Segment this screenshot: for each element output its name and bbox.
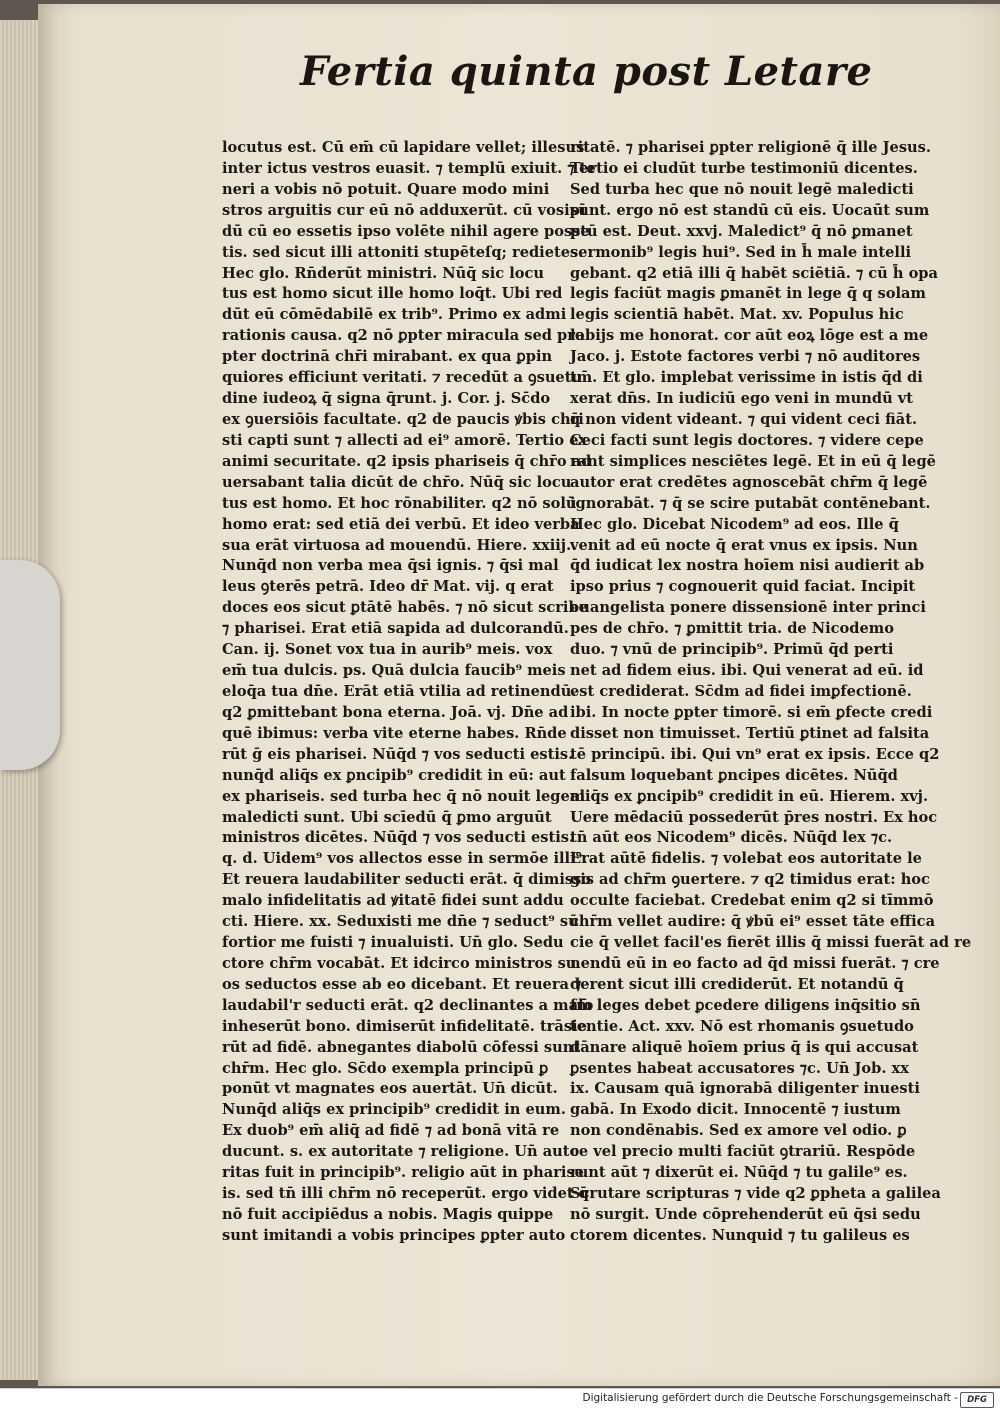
text-line: maledicti sunt. Ubi scīedū q̄ ꝑmo arguūt bbox=[222, 808, 552, 826]
text-line: Nunq̄d aliq̄s ex principib⁹ credidit in eum. bbox=[222, 1101, 566, 1119]
text-line: ꝑsentes habeat accusatores ⁊c. Un̄ Job. xx bbox=[570, 1059, 909, 1077]
text-line: Sed turba hec que nō nouit legē maledicti bbox=[570, 180, 914, 198]
text-line: xerat dn̄s. In iudiciū ego veni in mundū vt bbox=[570, 390, 914, 408]
text-line: rūt ad fidē. abnegantes diabolū cōfessi sunt bbox=[222, 1038, 581, 1056]
text-line: ignorabāt. ⁊ q̄ se scire putabāt contēnebant. bbox=[570, 494, 931, 512]
text-line: locutus est. Cū em̄ cū lapidare vellet; illesus bbox=[222, 139, 585, 156]
text-line: tis. sed sicut illi attoniti stupēteſq; redietes. bbox=[222, 243, 584, 261]
text-line: uersabant talia dicūt de chr̄o. Nūq̄ sic locu bbox=[222, 473, 572, 491]
text-line: eloq̄a tua dn̄e. Erāt etiā vtilia ad retinendū. bbox=[222, 682, 577, 700]
text-line: animi securitate. q2 ipsis phariseis q̄ chr̄o ad bbox=[222, 452, 592, 470]
text-line: leus ꝯterēs petrā. Ideo dr̄ Mat. vij. q erat bbox=[222, 578, 554, 596]
text-line: ex ꝯuersiōis facultate. q2 de paucis ꝟbis chri bbox=[222, 410, 584, 428]
text-line: ⁊ pharisei. Erat etiā sapida ad dulcorandū. bbox=[222, 620, 569, 638]
text-line: em̄ tua dulcis. ps. Quā dulcia faucib⁹ meis bbox=[222, 662, 566, 680]
text-line: ex phariseis. sed turba hec q̄ nō nouit legem bbox=[222, 787, 586, 805]
text-line: Can. ij. Sonet vox tua in aurib⁹ meis. vox bbox=[222, 641, 553, 659]
text-line: sua erāt virtuosa ad mouendū. Hiere. xxiij. bbox=[222, 536, 572, 554]
footer-bar bbox=[0, 1388, 1000, 1410]
text-line: tm̄. Et glo. implebat verissime in istis q̄d di bbox=[570, 369, 923, 387]
text-line: Et reuera laudabiliter seducti erāt. q̄ dimisso bbox=[222, 871, 592, 889]
text-line: Ceci facti sunt legis doctores. ⁊ videre cepe bbox=[570, 431, 924, 449]
text-line: nō surgit. Unde cōprehenderūt eū q̄si sedu bbox=[570, 1206, 921, 1224]
text-line: labijs me honorat. cor aūt eoꝝ lōge est a me bbox=[570, 327, 929, 345]
text-line: gis ad chr̄m ꝯuertere. ⁊ q2 timidus erat: hoc bbox=[570, 871, 930, 889]
text-line: ducunt. s. ex autoritate ⁊ religione. Un̄ auto bbox=[222, 1143, 580, 1161]
text-line: nendū eū in eo facto ad q̄d missi fuerāt. ⁊ cre bbox=[570, 954, 940, 972]
text-line: Ex duob⁹ em̄ aliq̄ ad fidē ⁊ ad bonā vitā re bbox=[222, 1122, 560, 1140]
text-line: q. d. Uidem⁹ vos allectos esse in sermōe illi⁹. bbox=[222, 850, 588, 868]
text-line: Jaco. j. Estote factores verbi ⁊ nō auditores bbox=[570, 348, 921, 366]
text-line: ix. Causam quā ignorabā diligenter inuesti bbox=[570, 1080, 920, 1098]
text-line: net ad fidem eius. ibi. Qui venerat ad eū. id bbox=[570, 662, 924, 680]
text-line: ibi. In nocte ꝑpter timorē. si em̄ ꝑfecte credi bbox=[570, 703, 933, 721]
text-line: ctore chr̄m vocabāt. Et idcirco ministros su bbox=[222, 954, 577, 972]
text-line: Scrutare scripturas ⁊ vide q2 ꝑpheta a galilea bbox=[570, 1185, 941, 1203]
text-line: dine iudeoꝝ q̄ signa q̄runt. j. Cor. j. Sc̄do bbox=[222, 390, 551, 408]
text-line: gebant. q2 etiā illi q̄ habēt sciētiā. ⁊ cū h̄ opa bbox=[570, 264, 938, 282]
text-line: ce vel precio multi faciūt ꝯtrariū. Respōde bbox=[570, 1143, 916, 1161]
text-line: tus est homo. Et hoc rōnabiliter. q2 nō solū bbox=[222, 494, 577, 512]
text-line: Hec glo. Dicebat Nicodem⁹ ad eos. Ille q̄ bbox=[570, 515, 899, 533]
dfg-logo: DFG bbox=[960, 1392, 994, 1408]
text-line: chr̄m vellet audire: q̄ ꝟbū ei⁹ esset tāte effica bbox=[570, 913, 936, 931]
text-line: sunt imitandi a vobis principes ꝑpter auto bbox=[222, 1226, 566, 1244]
text-line: disset non timuisset. Tertiū ꝑtinet ad falsita bbox=[570, 724, 930, 742]
text-line: stros arguitis cur eū nō adduxerūt. cū vosipī bbox=[222, 201, 586, 219]
text-line: doces eos sicut ꝑtātē habēs. ⁊ nō sicut scribe bbox=[222, 599, 588, 617]
text-line: Nunq̄d non verba mea q̄si ignis. ⁊ q̄si mal bbox=[222, 557, 559, 575]
bookmark-ribbon bbox=[0, 560, 60, 770]
text-line: is. sed tn̄ illi chr̄m nō receperūt. ergo videt q̄ bbox=[222, 1185, 589, 1203]
text-line: ptū est. Deut. xxvj. Maledict⁹ q̄ nō ꝑmanet bbox=[570, 222, 913, 240]
text-line: pes de chr̄o. ⁊ ꝑmittit tria. de Nicodemo bbox=[570, 620, 894, 638]
text-line: sunt. ergo nō est standū cū eis. Uocaūt sum bbox=[570, 201, 930, 219]
text-line: rant simplices nesciētes legē. Et in eū q̄ legē bbox=[570, 452, 936, 470]
text-line: rūt ḡ eis pharisei. Nūq̄d ⁊ vos seducti estis. bbox=[222, 745, 574, 763]
text-line: neri a vobis nō potuit. Quare modo mini bbox=[222, 180, 550, 198]
text-line: ponūt vt magnates eos auertāt. Un̄ dicūt. bbox=[222, 1080, 558, 1098]
text-line: ctorem dicentes. Nunquid ⁊ tu galileus es bbox=[570, 1226, 910, 1244]
text-line: pter doctrinā chr̄i mirabant. ex qua ꝑpin bbox=[222, 348, 553, 366]
text-line: quē ibimus: verba vite eterne habes. Rn̄de bbox=[222, 724, 567, 742]
text-line: dānare aliquē hoīem prius q̄ is qui accusat bbox=[570, 1038, 919, 1056]
text-line: cie q̄ vellet facil'es fierēt illis q̄ missi fuerāt ad re bbox=[570, 934, 972, 952]
text-line: autor erat credētes agnoscebāt chr̄m q̄ legē bbox=[570, 473, 928, 491]
text-line: gabā. In Exodo dicit. Innocentē ⁊ iustum bbox=[570, 1101, 901, 1119]
text-line: euangelista ponere dissensionē inter princi bbox=[570, 599, 926, 617]
text-line: fortior me fuisti ⁊ inualuisti. Un̄ glo. Sedu bbox=[222, 934, 564, 952]
text-line: sti capti sunt ⁊ allecti ad ei⁹ amorē. Tertio ex bbox=[222, 431, 588, 449]
text-line: inter ictus vestros euasit. ⁊ templū exiuit. ⁊ te bbox=[222, 159, 596, 177]
text-line: ipso prius ⁊ cognouerit quid faciat. Incipit bbox=[570, 578, 916, 596]
funding-credit: Digitalisierung gefördert durch die Deutsche Forschungsgemeinschaft - bbox=[582, 1392, 958, 1404]
text-line: ritas fuit in principib⁹. religio aūt in pharise bbox=[222, 1164, 584, 1182]
text-line: q2 ꝑmittebant bona eterna. Joā. vj. Dn̄e ad bbox=[222, 703, 569, 721]
text-line: q̄d iudicat lex nostra hoīem nisi audierit ab bbox=[570, 557, 925, 575]
running-header: Fertia quinta post Letare bbox=[300, 48, 873, 95]
text-line: rationis causa. q2 nō ꝑpter miracula sed pro bbox=[222, 327, 585, 345]
text-column-left bbox=[222, 138, 596, 1247]
text-line: homo erat: sed etiā dei verbū. Et ideo verba bbox=[222, 515, 580, 533]
text-line: venit ad eū nocte q̄ erat vnus ex ipsis. Nun bbox=[570, 536, 918, 554]
text-line: tentie. Act. xxv. Nō est rhomanis ꝯsuetudo bbox=[570, 1017, 914, 1035]
text-line: Uere mēdaciū possederūt p̄res nostri. Ex hoc bbox=[570, 808, 938, 826]
text-line: Erat aūtē fidelis. ⁊ volebat eos autoritate le bbox=[570, 850, 922, 868]
text-line: ritatē. ⁊ pharisei ꝑpter religionē q̄ ille Jesus. bbox=[570, 139, 931, 156]
text-line: tē principū. ibi. Qui vn⁹ erat ex ipsis. Ecce q2 bbox=[570, 745, 940, 763]
text-line: cti. Hiere. xx. Seduxisti me dn̄e ⁊ seduct⁹ sū bbox=[222, 913, 579, 931]
text-line: dūt eū cōmēdabilē ex trib⁹. Primo ex admi bbox=[222, 306, 567, 324]
text-line: ministros dicētes. Nūq̄d ⁊ vos seducti estis. bbox=[222, 829, 575, 847]
text-line: non condēnabis. Sed ex amore vel odio. ꝑ bbox=[570, 1122, 907, 1140]
text-column-right bbox=[570, 138, 972, 1247]
text-line: derent sicut illi crediderūt. Et notandū q̄ bbox=[570, 975, 904, 993]
text-line: duo. ⁊ vnū de principib⁹. Primū q̄d perti bbox=[570, 641, 894, 659]
text-line: laudabil'r seducti erāt. q2 declinantes a malo bbox=[222, 996, 594, 1014]
text-line: tn̄ aūt eos Nicodem⁹ dicēs. Nūq̄d lex ⁊c. bbox=[570, 829, 893, 847]
text-line: dū cū eo essetis ipso volēte nihil agere posse bbox=[222, 222, 590, 240]
text-line: runt aūt ⁊ dixerūt ei. Nūq̄d ⁊ tu galile⁹ es. bbox=[570, 1164, 908, 1182]
text-line: tus est homo sicut ille homo loq̄t. Ubi red bbox=[222, 285, 563, 303]
text-line: nunq̄d aliq̄s ex ꝑncipib⁹ credidit in eū: aut bbox=[222, 766, 566, 784]
text-line: os seductos esse ab eo dicebant. Et reuera ⁊ bbox=[222, 975, 582, 993]
text-line: sermonib⁹ legis hui⁹. Sed in h̄ male intelli bbox=[570, 243, 912, 261]
text-line: q̄ non vident videant. ⁊ qui vident ceci fiāt. bbox=[570, 410, 918, 428]
text-line: malo infidelitatis ad ꝟitatē fidei sunt addu bbox=[222, 892, 564, 910]
text-line: legis faciūt magis ꝑmanēt in lege q̄ q solam bbox=[570, 285, 926, 303]
text-line: Tertio ei cludūt turbe testimoniū dicentes. bbox=[570, 159, 918, 177]
text-line: fm̄ leges debet ꝑcedere diligens inq̄sitio sn̄ bbox=[570, 996, 921, 1014]
text-line: chr̄m. Hec glo. Sc̄do exempla principū ꝑ bbox=[222, 1059, 549, 1077]
text-line: Hec glo. Rn̄derūt ministri. Nūq̄ sic locu bbox=[222, 264, 545, 282]
text-line: aliq̄s ex ꝑncipib⁹ credidit in eū. Hierem. xvj. bbox=[570, 787, 929, 805]
text-line: occulte faciebat. Credebat enim q2 si tīmmō bbox=[570, 892, 934, 910]
text-line: quiores efficiunt veritati. ⁊ recedūt a ꝯsuetu bbox=[222, 369, 583, 387]
text-line: falsum loquebant ꝑncipes dicētes. Nūq̄d bbox=[570, 766, 898, 784]
text-line: est crediderat. Sc̄dm ad fidei imꝑfectionē. bbox=[570, 682, 912, 700]
text-line: inheserūt bono. dimiserūt infidelitatē. trāsie bbox=[222, 1017, 587, 1035]
text-line: legis scientiā habēt. Mat. xv. Populus hic bbox=[570, 306, 904, 324]
text-line: nō fuit accipiēdus a nobis. Magis quippe bbox=[222, 1206, 554, 1224]
